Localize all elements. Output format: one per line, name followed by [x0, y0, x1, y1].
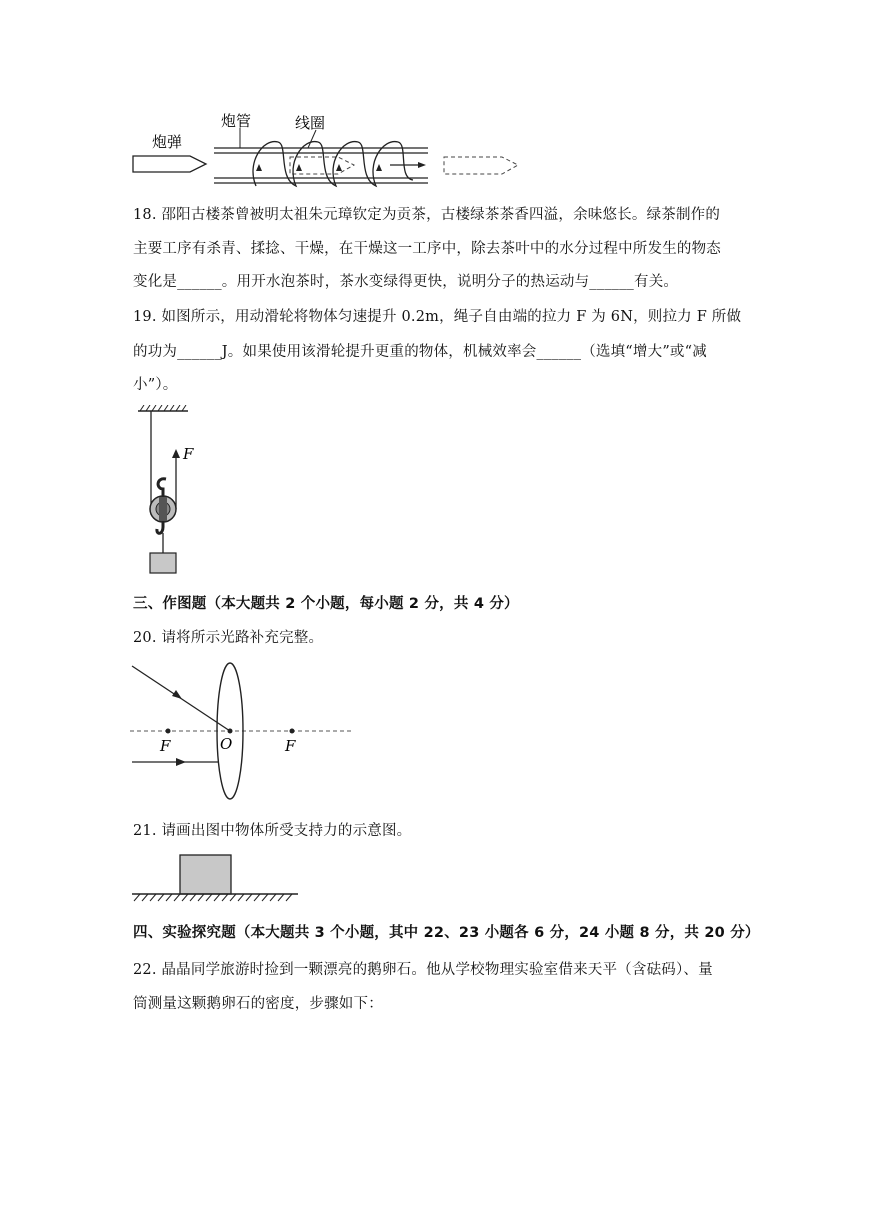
block: [180, 855, 231, 894]
q18-line-1: 18. 邵阳古楼茶曾被明太祖朱元璋钦定为贡茶，古楼绿茶茶香四溢，余味悠长。绿茶制作的: [133, 207, 721, 223]
q20-text: 20. 请将所示光路补充完整。: [133, 630, 324, 646]
shell-shape: [133, 156, 206, 172]
q18-line-3: 变化是______。用开水泡茶时，茶水变绿得更快，说明分子的热运动与______有关。: [133, 274, 679, 290]
force-label: F: [183, 445, 194, 463]
q18-line-2: 主要工序有杀青、揉捻、干燥，在干燥这一工序中，除去茶叶中的水分过程中所发生的物态: [133, 241, 721, 257]
q19-line-1: 19. 如图所示，用动滑轮将物体匀速提升 0.2m，绳子自由端的拉力 F 为 6N，则拉力 F 所做: [133, 309, 742, 325]
q22-line-1: 22. 晶晶同学旅游时捡到一颗漂亮的鹅卵石。他从学校物理实验室借来天平（含砝码）、量: [133, 962, 713, 978]
focal-point-right: [290, 729, 295, 734]
pulley-figure: [132, 405, 212, 577]
section-3-heading: 三、作图题（本大题共 2 个小题，每小题 2 分，共 4 分）: [133, 596, 519, 612]
ghost-shell: [444, 157, 518, 174]
optical-center-label: O: [220, 735, 233, 753]
coil-gun-figure: [128, 108, 528, 190]
section-4-heading: 四、实验探究题（本大题共 3 个小题，其中 22、23 小题各 6 分，24 小题 8 分，共 20 分）: [133, 925, 760, 941]
lens-figure: [130, 660, 360, 800]
coil-label: 线圈: [295, 114, 326, 132]
shell-label: 炮弹: [152, 133, 183, 151]
focal-right-label: F: [285, 737, 296, 755]
focal-point-left: [166, 729, 171, 734]
load-block: [150, 553, 176, 573]
block-figure: [130, 852, 302, 902]
q21-text: 21. 请画出图中物体所受支持力的示意图。: [133, 823, 412, 839]
q22-line-2: 筒测量这颗鹅卵石的密度，步骤如下：: [133, 996, 383, 1012]
barrel-label: 炮管: [221, 112, 252, 130]
focal-left-label: F: [160, 737, 171, 755]
q19-line-2: 的功为______J。如果使用该滑轮提升更重的物体，机械效率会______（选填“增大”或“减: [133, 344, 707, 360]
q19-line-3: 小”）。: [133, 377, 178, 393]
